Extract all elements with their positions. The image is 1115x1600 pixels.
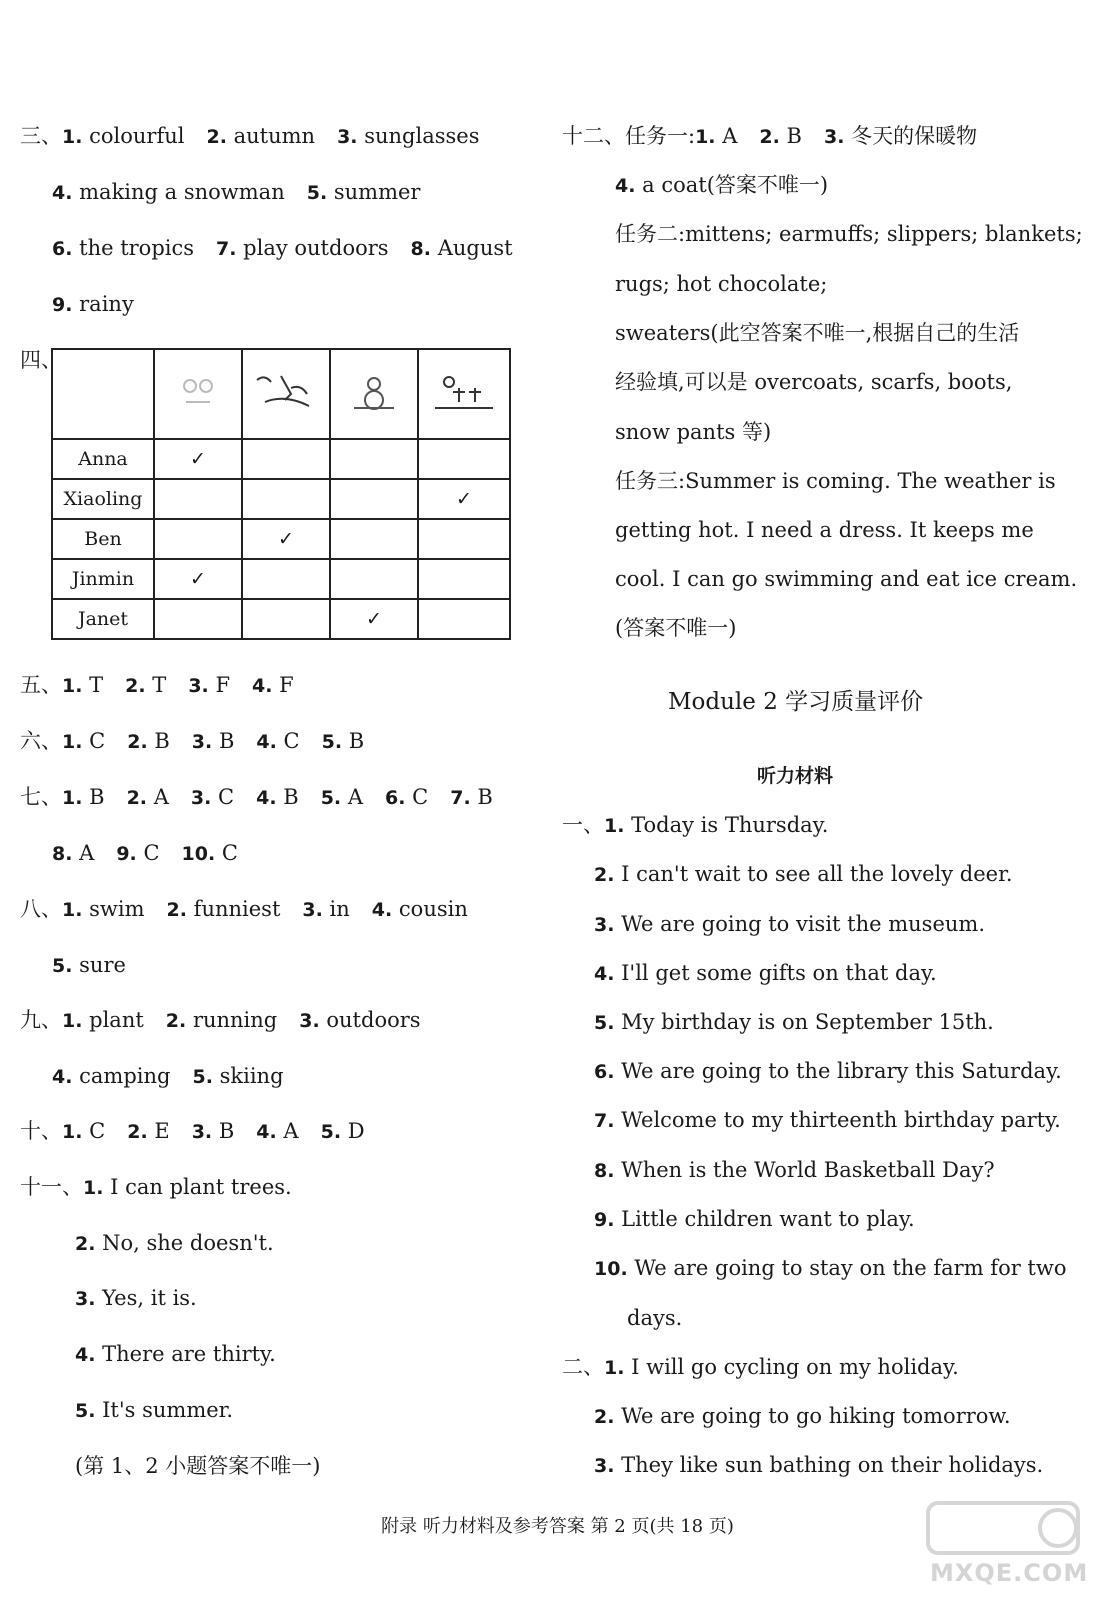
s11-row1: 十一、1. I can plant trees. <box>20 1175 292 1199</box>
p2-row3: 3. They like sun bathing on their holidays. <box>594 1453 1044 1477</box>
p1-row10: 10. We are going to stay on the farm for two <box>594 1256 1067 1280</box>
row-janet: Janet ✓ <box>52 599 510 639</box>
row-ben: Ben ✓ <box>52 519 510 559</box>
row-anna: Anna ✓ <box>52 439 510 479</box>
task3-line3: cool. I can go swimming and eat ice cream. <box>615 567 1078 591</box>
p1-row10-cont: days. <box>627 1306 683 1330</box>
p1-row8: 8. When is the World Basketball Day? <box>594 1158 995 1182</box>
picture-snowman <box>330 349 418 439</box>
p1-row1: 一、1. Today is Thursday. <box>562 813 829 837</box>
s7-row1: 七、1. B 2. A 3. C 4. B 5. A 6. C 7. B <box>20 785 493 809</box>
row-xiaoling: Xiaoling ✓ <box>52 479 510 519</box>
check-mark: ✓ <box>154 439 242 479</box>
sun-picture-icon <box>429 370 499 414</box>
picture-sun <box>418 349 510 439</box>
s8-row2: 5. sure <box>52 953 126 977</box>
s11-row5: 5. It's summer. <box>75 1398 234 1422</box>
s12-row2: 4. a coat(答案不唯一) <box>615 173 829 197</box>
task3-line2: getting hot. I need a dress. It keeps me <box>615 518 1034 542</box>
task2-line2: rugs; hot chocolate; <box>615 272 828 296</box>
check-mark: ✓ <box>154 559 242 599</box>
p2-row1: 二、1. I will go cycling on my holiday. <box>562 1355 959 1379</box>
picture-snow <box>154 349 242 439</box>
check-mark: ✓ <box>418 479 510 519</box>
s9-row1: 九、1. plant 2. running 3. outdoors <box>20 1008 421 1032</box>
task2-line3: sweaters(此空答案不唯一,根据自己的生活 <box>615 321 1020 345</box>
task3-line4: (答案不唯一) <box>615 616 737 640</box>
s6-row: 六、1. C 2. B 3. B 4. C 5. B <box>20 729 365 753</box>
snow-picture-icon <box>168 372 228 412</box>
p1-row5: 5. My birthday is on September 15th. <box>594 1010 994 1034</box>
p1-row3: 3. We are going to visit the museum. <box>594 912 985 936</box>
p2-row2: 2. We are going to go hiking tomorrow. <box>594 1404 1011 1428</box>
s8-row1: 八、1. swim 2. funniest 3. in 4. cousin <box>20 897 468 921</box>
s10-row: 十、1. C 2. E 3. B 4. A 5. D <box>20 1119 365 1143</box>
s3-row1: 三、1. colourful 2. autumn 3. sunglasses <box>20 124 480 148</box>
weather-table <box>51 348 511 640</box>
p1-row6: 6. We are going to the library this Saturday. <box>594 1059 1062 1083</box>
listening-title: 听力材料 <box>757 765 834 787</box>
s4-prefix: 四、 <box>20 348 62 372</box>
row-jinmin: Jinmin ✓ <box>52 559 510 599</box>
p1-row4: 4. I'll get some gifts on that day. <box>594 961 937 985</box>
check-mark: ✓ <box>242 519 330 559</box>
watermark-text: MXQE.COM <box>930 1559 1089 1587</box>
s11-note: (第 1、2 小题答案不唯一) <box>75 1454 321 1478</box>
task2-line1: 任务二:mittens; earmuffs; slippers; blankets; <box>615 222 1083 246</box>
s3-row2: 4. making a snowman 5. summer <box>52 180 421 204</box>
p1-row2: 2. I can't wait to see all the lovely deer. <box>594 862 1013 886</box>
p1-row9: 9. Little children want to play. <box>594 1207 915 1231</box>
check-mark: ✓ <box>330 599 418 639</box>
s12-row1: 十二、任务一:1. A 2. B 3. 冬天的保暖物 <box>562 124 978 148</box>
task2-line4: 经验填,可以是 overcoats, scarfs, boots, <box>615 370 1013 394</box>
s5-row: 五、1. T 2. T 3. F 4. F <box>20 673 294 697</box>
snowman-picture-icon <box>344 372 404 412</box>
task2-line5: snow pants 等) <box>615 420 772 444</box>
s11-row3: 3. Yes, it is. <box>75 1286 197 1310</box>
p1-row7: 7. Welcome to my thirteenth birthday party. <box>594 1108 1061 1132</box>
s7-row2: 8. A 9. C 10. C <box>52 841 238 865</box>
picture-wind <box>242 349 330 439</box>
s3-row4: 9. rainy <box>52 292 134 316</box>
s3-row3: 6. the tropics 7. play outdoors 8. August <box>52 236 513 260</box>
watermark-logo <box>918 1495 1098 1595</box>
s11-row2: 2. No, she doesn't. <box>75 1231 274 1255</box>
page-footer: 附录 听力材料及参考答案 第 2 页(共 18 页) <box>381 1516 734 1537</box>
task3-line1: 任务三:Summer is coming. The weather is <box>615 469 1056 493</box>
s11-row4: 4. There are thirty. <box>75 1342 276 1366</box>
module-title: Module 2 学习质量评价 <box>668 689 924 715</box>
s9-row2: 4. camping 5. skiing <box>52 1064 284 1088</box>
wind-picture-icon <box>251 370 321 414</box>
